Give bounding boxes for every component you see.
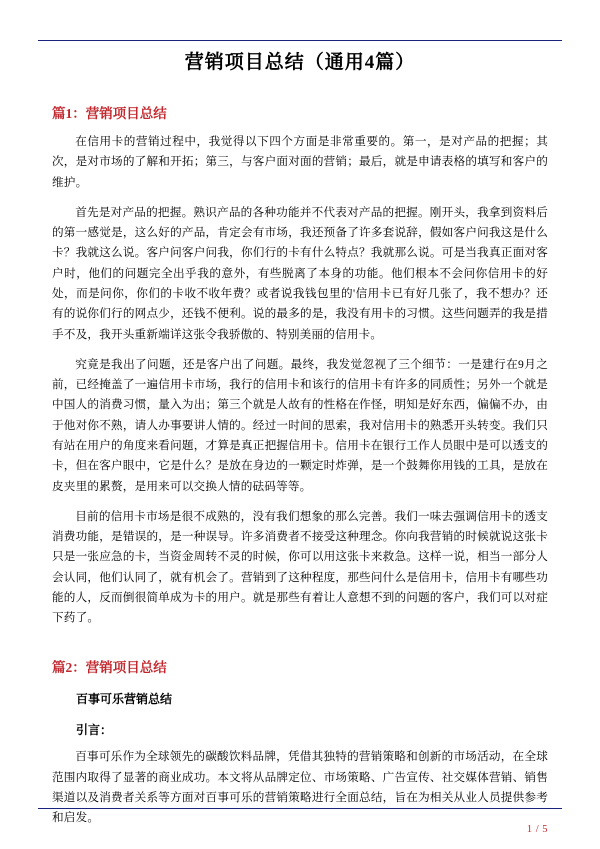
section-lead-label: 引言： [76,723,113,738]
section-heading-2: 篇2：营销项目总结 [52,660,167,676]
paragraph: 在信用卡的营销过程中，我觉得以下四个方面是非常重要的。第一，是对产品的把握；其次，是对市场的了解和开拓；第三，与客户面对面的营销；最后，就是申请表格的填写和客户的维护。 [52,135,548,189]
section-2 [52,656,548,828]
section-1 [52,102,548,628]
page-title: 营销项目总结（通用4篇） [184,52,416,73]
paragraph: 首先是对产品的把握。熟识产品的各种功能并不代表对产品的把握。刚开头，我拿到资料后的第一感觉是，这么好的产品，肯定会有市场，我还预备了许多套说辞，假如客户问我这是什么卡？我就这么说。客户问客户问我，你们行的卡有什么特点？我就那么说。可是当我真正面对客户时，他们的问题完全出乎我的意外，有些脱离了本身的功能。他们根本不会问你信用卡的好处，而是问你，你们的卡收不收年费？或者说我钱包里的'信用卡已有好几张了，我不想办？还有的说你们行的网点少，还钱不便利。说的最多的是，我没有用卡的习惯。这些问题弄的我是措手不及，我开头重新端详这张令我骄傲的、特别美丽的信用卡。 [52,205,548,341]
paragraph: 百事可乐作为全球领先的碳酸饮料品牌，凭借其独特的营销策略和创新的市场活动，在全球范围内取得了显著的商业成功。本文将从品牌定位、市场策略、广告宣传、社交媒体营销、销售渠道以及消费者关系等方面对百事可乐的营销策略进行全面总结，旨在为相关从业人员提供参考和启发。 [52,750,548,825]
header-rule [38,40,562,41]
section-subheading: 百事可乐营销总结 [76,692,173,707]
paragraph: 究竟是我出了问题，还是客户出了问题。最终，我发觉忽视了三个细节：一是建行在9月之前，已经掩盖了一遍信用卡市场，我行的信用卡和该行的信用卡有许多的同质性；另外一个就是中国人的消费习惯，量入为出；第三个就是人故有的性格在作怪，明知是好东西，偏偏不办，由于他对你不熟，请人办事要讲人情的。经过一时间的思索，我对信用卡的熟悉开头转变。我们只有站在用户的角度来看问题，才算是真正把握信用卡。信用卡在银行工作人员眼中是可以透支的卡，但在客户眼中，它是什么？是放在身边的一颗定时炸弹，是一个鼓舞你用钱的工具，是放在皮夹里的累赘，是用来可以交换人情的砝码等等。 [52,357,548,493]
paragraph: 目前的信用卡市场是很不成熟的，没有我们想象的那么完善。我们一味去强调信用卡的透支消费功能，是错误的，是一种误导。许多消费者不接受这种理念。你向我营销的时候就说这张卡只是一张应急的卡，当资金周转不灵的时候，你可以用这张卡来救急。这样一说，相当一部分人会认同，他们认同了，就有机会了。营销到了这种程度，那些问什么是信用卡，信用卡有哪些功能的人，反而倒很简单成为卡的用户。就是那些有着让人意想不到的问题的客户，我们可以对症下药了。 [52,509,548,625]
section-heading-1: 篇1：营销项目总结 [52,106,167,121]
page-number: 1 / 5 [526,824,548,835]
footer-rule [38,808,562,809]
